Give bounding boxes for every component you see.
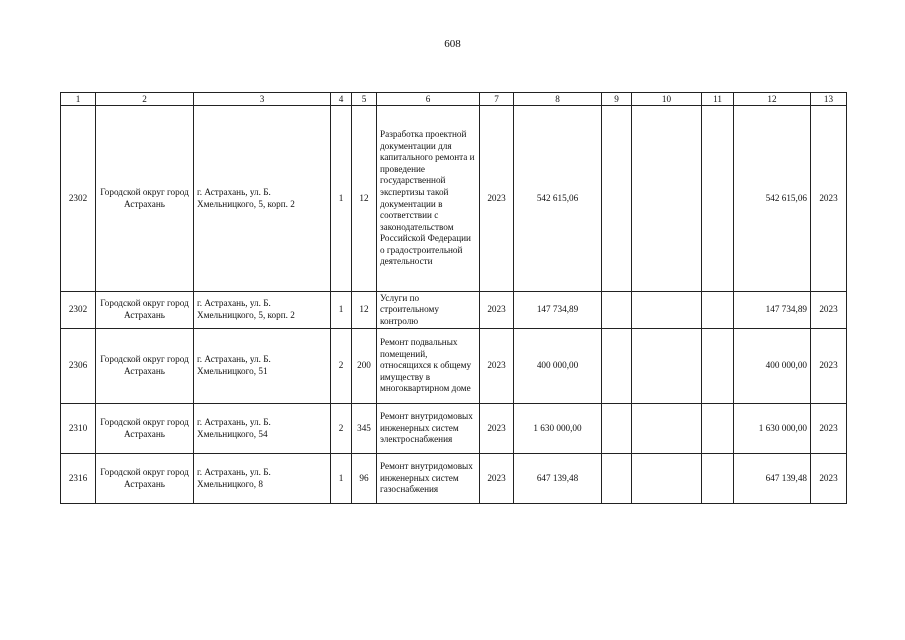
cost: 1 630 000,00 xyxy=(514,404,602,454)
cell-col-9 xyxy=(602,404,632,454)
cell-col-4: 1 xyxy=(331,106,352,292)
column-header: 6 xyxy=(377,93,480,106)
cost-total: 147 734,89 xyxy=(734,292,811,329)
address: г. Астрахань, ул. Б. Хмельницкого, 5, корп. 2 xyxy=(194,106,331,292)
municipality: Городской округ город Астрахань xyxy=(96,454,194,504)
column-header: 9 xyxy=(602,93,632,106)
column-header: 8 xyxy=(514,93,602,106)
column-header: 5 xyxy=(352,93,377,106)
municipality: Городской округ город Астрахань xyxy=(96,329,194,404)
address: г. Астрахань, ул. Б. Хмельницкого, 51 xyxy=(194,329,331,404)
cell-col-5: 12 xyxy=(352,292,377,329)
cost-total: 647 139,48 xyxy=(734,454,811,504)
cell-col-9 xyxy=(602,292,632,329)
municipality: Городской округ город Астрахань xyxy=(96,404,194,454)
cell-col-11 xyxy=(702,329,734,404)
cell-col-10 xyxy=(632,454,702,504)
year-end: 2023 xyxy=(811,454,847,504)
work-type: Разработка проектной документации для капитального ремонта и проведение государственной экспертизы такой документации в соответствии с законодательством Российской Федерации о градостроительной деятельности xyxy=(377,106,480,292)
year: 2023 xyxy=(480,404,514,454)
address: г. Астрахань, ул. Б. Хмельницкого, 5, корп. 2 xyxy=(194,292,331,329)
year: 2023 xyxy=(480,454,514,504)
cell-col-11 xyxy=(702,292,734,329)
row-number: 2310 xyxy=(61,404,96,454)
column-header: 13 xyxy=(811,93,847,106)
cell-col-11 xyxy=(702,454,734,504)
cell-col-4: 2 xyxy=(331,404,352,454)
column-header: 4 xyxy=(331,93,352,106)
cell-col-4: 2 xyxy=(331,329,352,404)
cell-col-10 xyxy=(632,106,702,292)
cell-col-5: 12 xyxy=(352,106,377,292)
cell-col-5: 345 xyxy=(352,404,377,454)
municipality: Городской округ город Астрахань xyxy=(96,292,194,329)
cell-col-5: 200 xyxy=(352,329,377,404)
header-row xyxy=(61,93,847,106)
year: 2023 xyxy=(480,292,514,329)
address: г. Астрахань, ул. Б. Хмельницкого, 8 xyxy=(194,454,331,504)
cost: 542 615,06 xyxy=(514,106,602,292)
work-type: Ремонт внутридомовых инженерных систем электроснабжения xyxy=(377,404,480,454)
column-header: 2 xyxy=(96,93,194,106)
cost-total: 542 615,06 xyxy=(734,106,811,292)
row-number: 2302 xyxy=(61,292,96,329)
table-row xyxy=(61,329,847,404)
cell-col-11 xyxy=(702,106,734,292)
address: г. Астрахань, ул. Б. Хмельницкого, 54 xyxy=(194,404,331,454)
table-row xyxy=(61,106,847,292)
table-row xyxy=(61,292,847,329)
cell-col-9 xyxy=(602,106,632,292)
cell-col-10 xyxy=(632,292,702,329)
column-header: 1 xyxy=(61,93,96,106)
work-type: Ремонт внутридомовых инженерных систем газоснабжения xyxy=(377,454,480,504)
column-header: 11 xyxy=(702,93,734,106)
cell-col-4: 1 xyxy=(331,454,352,504)
row-number: 2302 xyxy=(61,106,96,292)
municipality: Городской округ город Астрахань xyxy=(96,106,194,292)
work-type: Ремонт подвальных помещений, относящихся к общему имуществу в многоквартирном доме xyxy=(377,329,480,404)
column-header: 12 xyxy=(734,93,811,106)
row-number: 2306 xyxy=(61,329,96,404)
row-number: 2316 xyxy=(61,454,96,504)
column-header: 3 xyxy=(194,93,331,106)
column-header: 7 xyxy=(480,93,514,106)
table-row xyxy=(61,404,847,454)
cell-col-10 xyxy=(632,404,702,454)
cell-col-4: 1 xyxy=(331,292,352,329)
cost-total: 400 000,00 xyxy=(734,329,811,404)
cell-col-10 xyxy=(632,329,702,404)
cost-total: 1 630 000,00 xyxy=(734,404,811,454)
page-number: 608 xyxy=(444,38,461,50)
cost: 147 734,89 xyxy=(514,292,602,329)
data-table xyxy=(60,92,847,504)
table-row xyxy=(61,454,847,504)
year: 2023 xyxy=(480,106,514,292)
cost: 647 139,48 xyxy=(514,454,602,504)
year-end: 2023 xyxy=(811,404,847,454)
work-type: Услуги по строительному контролю xyxy=(377,292,480,329)
year-end: 2023 xyxy=(811,329,847,404)
cell-col-9 xyxy=(602,454,632,504)
year-end: 2023 xyxy=(811,106,847,292)
cell-col-9 xyxy=(602,329,632,404)
cell-col-11 xyxy=(702,404,734,454)
year: 2023 xyxy=(480,329,514,404)
cell-col-5: 96 xyxy=(352,454,377,504)
year-end: 2023 xyxy=(811,292,847,329)
column-header: 10 xyxy=(632,93,702,106)
cost: 400 000,00 xyxy=(514,329,602,404)
